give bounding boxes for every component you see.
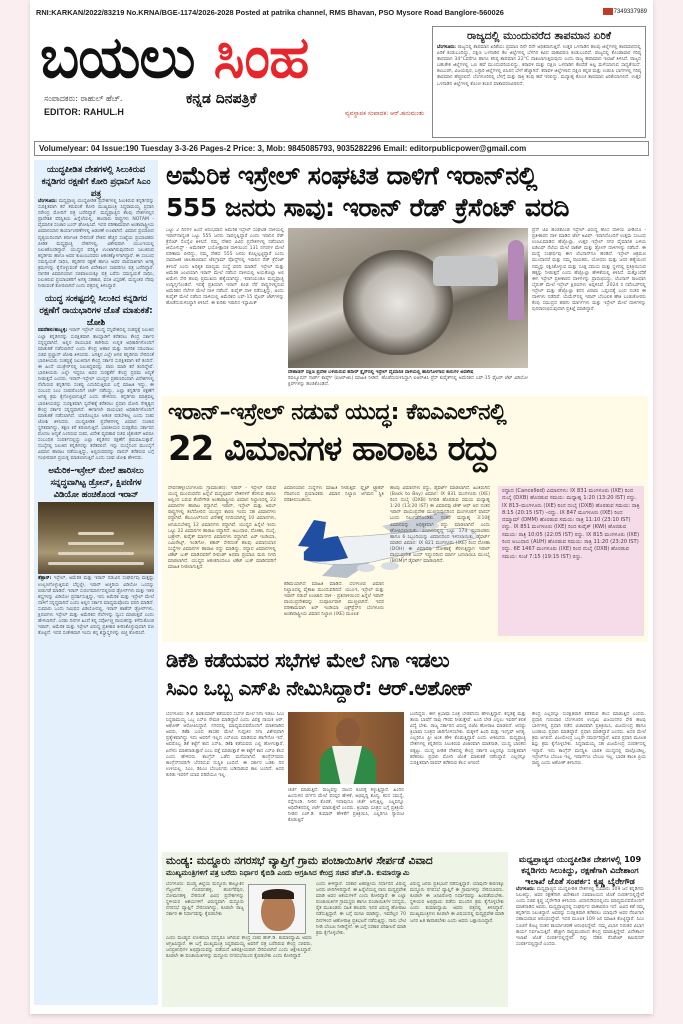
lead-headline-line1: ಅಮೆರಿಕ ಇಸ್ರೇಲ್ ಸಂಘಟಿತ ದಾಳಿಗೆ ಇರಾನ್‌ನಲ್ಲಿ <box>166 161 538 190</box>
newspaper-page <box>30 0 653 1014</box>
editor-kannada: ಸಂಪಾದಕರು: ರಾಹುಲ್ ಹೆಚ್. <box>44 94 123 103</box>
mandya-col1: ಬೆಂಗಳೂರು: ಮಂಡ್ಯ ಜಿಲ್ಲೆಯ ಮದ್ದೂರು ತಾಲ್ಲೂಕಿನ ಗೆಜ್ಜಲಗೆರೆ, ಗೊರವನಹಳ್ಳಿ, ಹುಲಿಗೆರೆಪುರ, ಸೋಮನಹಳ್ಳಿ ಸೇರಿದಂತೆ ವಿವಿಧ ಪ್ರದೇಶಗಳನ್ನು ಸ್ಥಳೀಯರ ಆಶಯಗಳಿಗೆ ವಿರುದ್ಧವಾಗಿ ಮದ್ದೂರು ನಗರಸಭೆ ವ್ಯಾಪ್ತಿಗೆ ಸೇರಿಸಲಾಗಿದ್ದು, ಕೂಡಲೇ ರಾಜ್ಯ ಸರ್ಕಾರ ಈ ನಿರ್ಧಾರವನ್ನು ಕೈಬಿಡಬೇಕು <box>166 882 244 918</box>
flight-headline-line2: 22 ವಿಮಾನಗಳ ಹಾರಾಟ ರದ್ದು <box>168 429 500 469</box>
flight-story-col3: ಹಲವು ವಿಮಾನಗಳು ರದ್ದು, ಡೈವರ್ಟ್ ಮಾಡಲಾಗಿದೆ. ಹಿಂತಿರುಗಿದ (Back to Bay) ವಿಮಾನ: IX 831 ಮಂಗಳೂರು (IXE) ರಿಂದ ದುಬೈ (DXB) ನಿಗದಿತ ಹೊರಡುವ ಸಮಯ ಮಧ್ಯಾಹ್ನ 1:20 (13:20 IST) ಈ ವಿಮಾನವು ಟೇಕ್ ಆಫ್ ಆದ ನಂತರ ಇರಾನ್ ವಾಯುಪ್ರದೇಶ ಮುಚ್ಚಿರುವುದರಿಂದ ಮಂಗಳೂರಿಗೆ ವಾಪಸ್ ಬಂದು ನಿಲುಗಡೆಗೊಂಡಿತು. ನಂತರ ಮಧ್ಯಾಹ್ನ 3:10ಕ್ಕೆ ವಿಮಾನವನ್ನು ಅಧಿಕೃತವಾಗಿ ರದ್ದು ಮಾಡಲಾಗಿದೆ ಎಂದು ಘೋಷಿಸಲಾಯಿತು. ವಿಮಾನದಲ್ಲಿದ್ದ ಒಟ್ಟು 174 ಪ್ರಯಾಣಿಕರು ಹಾಗೂ 6 ಸಿಬ್ಬಂದಿಯನ್ನು ವಿಮಾನದಿಂದ ಇಳಿಸಲಾಯಿತು. ಡೈವರ್ಟ್ ಮಾಡಿದ ವಿಮಾನ: IX 821 ಮಂಗಳೂರು (IXE) ರಿಂದ ದೋಹಾ (DOH) ಈ ವಿಮಾನವು ದೋಹಾಕ್ಕೆ ತೆರಳುತ್ತಿದ್ದಾಗ ಇರಾನ್ ವಾಯುಪ್ರದೇಶ ಬಂದ್ ಇದ್ದುದರಿಂದ ಮಾರ್ಗ ಬದಲಾಯಿಸಿ ಮುಂಬೈ (BOM)ಗೆ ಡೈವರ್ಟ್ ಮಾಡಲಾಗಿದೆ. <box>390 486 490 565</box>
story-title-joshi: ಯುದ್ಧ ಸಂಕಷ್ಟದಲ್ಲಿ ಸಿಲುಕಿದ ಕನ್ನಡಿಗರ ರಕ್ಷಣೆಗೆ ರಾಯಭಾರಿಗಳ ಜೊತೆ ಮಾತುಕತೆ: ಜೋಶಿ <box>39 293 153 328</box>
managing-editor: ವ್ಯವಸ್ಥಾಪಕ ಸಂಪಾದಕ: ಆರ್.ಹನುಮಂತು <box>344 110 424 117</box>
tagline: ಕನ್ನಡ ದಿನಪತ್ರಿಕೆ <box>186 91 257 107</box>
flight-headline-line1: ಇರಾನ್–ಇಸ್ರೇಲ್ ನಡುವೆ ಯುದ್ಧ: ಕೆಐಎಎಲ್‌ನಲ್ಲಿ <box>168 400 507 425</box>
registration-line <box>36 8 647 20</box>
left-column <box>34 160 158 1005</box>
lead-headline-line2: 555 ಜನರು ಸಾವು: ಇರಾನ್ ರೆಡ್ ಕ್ರೆಸೆಂಟ್ ವರದಿ <box>166 193 569 222</box>
logo-black-text: ಬಯಲು <box>40 23 195 91</box>
mandya-col3: ವಿರುದ್ಧ ಜನರು ಪ್ರತಿಭಟನೆ ನಡೆಸುತ್ತಿದ್ದಾರೆ. ಯಾವುದೇ ಕಾರಣಕ್ಕೂ ಮದ್ದೂರು ನಗರಸಭೆ ವ್ಯಾಪ್ತಿಗೆ ಈ ಗ್ರಾಮಗಳನ್ನು ಸೇರಿಸಬಾರದು. ಕೂಡಲೇ ಈ ಜನವಿರೋಧಿ ನಿರ್ಧಾರವನ್ನು ಹಿಂಪಡೆಯಬೇಕು. ಸ್ಥಳೀಯರ ಅಭಿಪ್ರಾಯ ಪಡೆದು ಮುಂದಿನ ಕ್ರಮ ಕೈಗೊಳ್ಳಬೇಕು ಎಂದು ಕುಮಾರಸ್ವಾಮಿ ಅವರು ಪತ್ರದಲ್ಲಿ ತಿಳಿಸಿದ್ದಾರೆ. ಮುಖ್ಯಮಂತ್ರಿಗಳು ಕೂಡಲೇ ಈ ವಿಷಯದಲ್ಲಿ ಮಧ್ಯಪ್ರವೇಶ ಮಾಡಿ ಜನರ ಹಿತ ಕಾಪಾಡಬೇಕು ಎಂದು ಅವರು ಒತ್ತಾಯಿಸಿದ್ದಾರೆ. <box>410 882 504 924</box>
dk-headline-line2: ಸಿಎಂ ಒಬ್ಬ ಎಸ್‌ಪಿ ನೇಮಿಸಿದ್ದಾರೆ: ಆರ್.ಅಶೋಕ್ <box>166 676 473 700</box>
dk-story-col1: ಬೆಂಗಳೂರು: ಡಿ.ಕೆ. ಶಿವಕುಮಾರ್ ಕಡೆಯವರ ಸಭೆಗಳ ಮೇಲೆ ನಿಗಾ ಇಡಲು ಸಿಎಂ ಸಿದ್ದರಾಮಯ್ಯ ಒಬ್ಬ ಎಸ್‌ಪಿ ನೇಮಕ ಮಾಡಿದ್ದಾರೆ ಎಂದು ವಿಪಕ್ಷ ನಾಯಕ ಆರ್. ಅಶೋಕ್ ಆರೋಪಿಸಿದ್ದಾರೆ. ನಗರದಲ್ಲಿ ಮಾಧ್ಯಮದವರೊಂದಿಗೆ ಮಾತನಾಡಿದ ಅವರು, ಡಿಕೆಶಿ ಬಣದ ಶಾಸಕರ ಮೇಲೆ ಗುಪ್ತಚರ ನಿಗಾ ವಿಶೇಷವಾಗಿ ಪ್ರತ್ಯೇಕವಾಗಿದ್ದು ಇದು ಅವರಿಗೆ ಇಲ್ಲದ ಎಸ್‌ಪಿಯ ಮಾಡಿರುವ ಹಾಗೇನೋ ಇದೆ. ಅವರೊಬ್ಬ ಡಿಕೆ ಕಟ್ಟೆಗೆ ಕಾದ ಎಸ್‌ಪಿ, ಡಿಕೆಶಿ ಕಡೆಯವರು ಎಲ್ಲಿ ಹೋಗುತ್ತಾರೆ, ಏನೇನು ಮಾತನಾಡುತ್ತಾರೆ ಎಂಬ ಪತ್ತೆ ಮಾಡುತ್ತಾರೆ ಈ ಕಟ್ಟೆಗೆ ಕಾದ ಎಸ್‌ಪಿ ಕೆಲಸ ಎಂದು ಹೇಳಿದರು. ಕಾಂಗ್ರೆಸ್ ಒಡೆದ ಮನೆಯಾಗಿದೆ. ಕಾಂಗ್ರೆಸ್‌ನವರು ಕಾಂಗ್ರೆಸ್‌ನವರಿಗೇ ಬೆದರಿಸುವ ದುಸ್ಥಿತಿ ಬಂದಿದೆ. ಈ ಸರ್ಕಾರ ಒಡಕು ದಿನ ಉಳಿಯಲ್ಲ. ಸಿಎಂ, ಡಿಸಿಎಂ ಬೆಂಬಲಿಗರು ಬಡಿದಾಡುವ ಕಾಲ ಬಂದಿದೆ. ಅದರ ಕುರಿತು ಇವರಿಗೆ ಯಾವ ಪರಿವೆಯೂ ಇಲ್ಲ. <box>166 712 284 778</box>
damaged-car-photo <box>288 228 528 368</box>
editor-english: EDITOR: RAHUL.H <box>44 107 124 117</box>
lead-story-body-left: ಒಟ್ಟು 2 ದಿನಗಳ ಹಿಂದೆ ಆರಂಭವಾದ ಅಮೆರಿಕ ಇಸ್ರೇಲ್ ಸಂಘಟಿತ ದಾಳಿಯಲ್ಲಿ ಇರಾನ್‌ನಾದ್ಯಂತ ಒಟ್ಟು 555 ಜನರು ಸಾವನ್ನಪ್ಪಿದ್ದಾರೆ ಎಂದು ಇರಾನಿನ ರೆಡ್ ಕ್ರೆಸೆಂಟ್ ಸೊಸೈಟಿ ತಿಳಿಸಿದೆ. ನಮ್ಮ ದೇಶದ ವಿವಿಧ ಪ್ರದೇಶಗಳಲ್ಲಿ ನಡೆಸಲಾದ ಜಿಯೋನಿಸ್ಟ್ - ಅಮೆರಿಕನ್ ಭಯೋತ್ಪಾದಕ ದಾಳಿಯಿಂದ 131 ನಗರಗಳ ಮೇಲೆ ಪರಿಣಾಮ ಬೀರಿದ್ದು, ನಮ್ಮ ದೇಶದ 555 ಜನರು ಕೊಲ್ಲಲ್ಪಟ್ಟಿದ್ದಾರೆ ಎಂದು ಸಾಮಾಜಿಕ ಜಾಲತಾಣವಾದ ಟೆಲಿಗ್ರಾಮ್ ಪೋಸ್ಟ್‌ನಲ್ಲಿ ಇರಾನಿನ ರೆಡ್ ಕ್ರೆಸೆಂಟ್ ತಿಳಿಸಿದೆ ಎಂದು ಅಧಿಕೃತ ಮಾಧ್ಯಮ ಸಂಸ್ಥೆ ವರದಿ ಮಾಡಿದೆ. ಇಸ್ರೇಲ್ ಮತ್ತು ಅಮೆರಿಕ ಜಂಟಿಯಾಗಿ ಇರಾನ್ ಮೇಲೆ ನಡೆಸಿದ ದಾಳಿಯಲ್ಲಿ ಅಯತೊಲ್ಲಾ ಅಲಿ ಖಮೇನಿ ಸೇರಿ ಹಲವು ಪ್ರಮುಖರು ಹತ್ಯೆಯಾಗಿದ್ದು, ಇರಾನಿಯಂತೂ ಮಧ್ಯಪ್ರಾಚ್ಯ ಉದ್ವಿಗ್ನಗೊಂಡಿದೆ. ಇದಕ್ಕೆ ಪ್ರತಿಯಾಗಿ ಇರಾನ್ ಕೂಡ ನೆರೆ ರಾಷ್ಟ್ರಗಳಲ್ಲಿರುವ ಅಮೆರಿಕದ ನೆಲೆಗಳ ಮೇಲೆ ದಾಳಿ ನಡೆಸಿದೆ. ಕುವೈತ್ ದಾಳಿ ನಡೆಸುತ್ತಿದ್ದು, ಅಂದು ಕುವೈತ್ ಮೇಲೆ ನಡೆಸಿದ ದಾಳಿಯಲ್ಲಿ ಅಮೆರಿಕದ ಎಫ್-15 ಫೈಟರ್ ಜೆಟ್‌ಗಳನ್ನು ಹೊಡೆದುರುಳಿಸಿದ್ದಾಗಿ ತಿಳಿಸಿದೆ. ಈ ಕುರಿತು ಇರಾನಿನ ಇಸ್ಲಾಮಿಕ್ <box>166 228 284 307</box>
mandya-story <box>162 852 508 1007</box>
newspaper-logo <box>40 22 308 92</box>
mandya-col2: ಎಂದು ತೀಳಿದ್ದಾರೆ. ಸರಕಾರ ಏಕಪಕ್ಷೀಯ ನಿರ್ಧಾರದ ವಿರುದ್ಧ ಜನರು ಬೀದಿಗಿಳಿದಿದ್ದಾರೆ. ಈ ಹಿನ್ನೆಲೆಯಲ್ಲಿ ನಾನು ಮಧ್ಯಪ್ರವೇಶ ಮಾಡಿ ಅವರ ಆಶಯಗಳಿಗೆ ಎಂದು ಕೋರಿದ್ದಾರೆ. ಈ ಎಲ್ಲಾ ಪಂಚಾಯಿತಿಗಳ ಗ್ರಾಮಸ್ಥರು ಹಾಗೂ ಪಂಚಾಯಿತಿಗಳ ಸದಸ್ಯರು, ರೈತ ಮುಖಂಡರು ಸಹಿತ ಹಲವರು ಇದರ ವಿರುದ್ಧ ಹೋರಾಟ ನಡೆಸುತ್ತಿದ್ದಾರೆ. ಈ ಬಗ್ಗೆ ಮನವಿ ಮಾಡಿದ್ದು, ಇವರೆಲ್ಲರ 70 ದಿನಗಳಿಂದ ಅಹೋರಾತ್ರಿ ಪ್ರತಿಭಟನೆ ನಡೆಸುತ್ತಿದ್ದು, ನಾನು ಭೇಟಿ ನೀಡಿ ಬೆಂಬಲ ನೀಡಿದ್ದೇನೆ. ಈ ಬಗ್ಗೆ ಸರಕಾರ ಪರಿಶೀಲನೆ ಮಾಡಿ ಕ್ರಮ ಕೈಗೊಳ್ಳಬೇಕು. <box>316 882 406 936</box>
mandya-col1b: ಎಂದು ಮಂಡ್ಯದ ಲೋಕಸಭಾ ಸದಸ್ಯರೂ ಆಗಿರುವ ಕೇಂದ್ರ ಸಚಿವ ಹೆಚ್.ಡಿ. ಕುಮಾರಸ್ವಾಮಿ ಅವರು ಆಗ್ರಹಿಸಿದ್ದಾರೆ. ಈ ಬಗ್ಗೆ ಮುಖ್ಯಮಂತ್ರಿ ಸಿದ್ದರಾಮಯ್ಯ ಅವರಿಗೆ ಪತ್ರ ಬರೆದಿರುವ ಕೇಂದ್ರ ಸಚಿವರು, ಜನಪ್ರತಿನಿಧಿಗಳ ಅಭಿಪ್ರಾಯವನ್ನು ಪಡೆಯದೆ ಏಕಪಕ್ಷೀಯವಾಗಿ ಸೇರಿಸಲಾಗಿದೆ ಎಂದು ಆಕ್ಷೇಪಿಸಿದ್ದಾರೆ. ಕೂಡಲೇ ಈ ಪಂಚಾಯಿತಿಗಳನ್ನು ಮದ್ದೂರು ನಗರಸಭೆಯಿಂದ ಕೈಬಿಡಬೇಕು ಎಂದು ಕೋರಿದ್ದಾರೆ. <box>166 936 312 960</box>
dk-story-col3: ಬಂದಿದ್ದರು. ಈಗ ತ್ರಿಭಾಷಾ ಸೂತ್ರ ಬೇಡವೆಂದು ಹೇಳುತ್ತಿದ್ದಾರೆ. ಕನ್ನಡಕ್ಕೆ ಮತ್ತು ತಾಯಿ ಭಾಷೆಗೆ ನಾವು ಗೌರವ ನೀಡುತ್ತೇವೆ. ಹಿಂದಿ ಬೇಡ ಎನ್ನಲು ಇವರಿಗೆ ಕಲಿತ ವಿದ್ಯೆ ಬೇಕು. ರಾಜ್ಯ ಸರ್ಕಾರದ ವಿರುದ್ಧ ಬಿಜೆಪಿ ಹೋರಾಟ ಮಾಡಲಿದೆ. ಆದಷ್ಟು ತ್ರಿಭಾಷಾ ಸೂತ್ರದ ಜಾರಿಗೊಳಿಸಬೇಕು. ಮಕ್ಕಳಿಗೆ ಹಿಂದಿ ಮತ್ತು ಇಂಗ್ಲಿಷ್ ಅಗತ್ಯ. ಎಲ್ಲರಿಗೂ ಫ್ರೀ ಅಂತ ಹೇಳಿ ಕೊಡುತ್ತಿದ್ದಾರೆ ಎಂದು ಟೀಕಿಸಿದರು. ಮಧ್ಯಪ್ರಾಚ್ಯ ದೇಶಗಳಲ್ಲಿ ಕನ್ನಡಿಗರು ಸಿಲುಕಿರುವ ವಿಚಾರವಾಗಿ ಮಾತನಾಡಿ, ಯುದ್ಧ ಭಾರತದ ಬಿಕ್ಕಟ್ಟು. ಯುದ್ಧ ಪೀಡಿತ ದೇಶದಲ್ಲಿ ಕೇಂದ್ರ ಸರ್ಕಾರ ಎಲ್ಲರನ್ನೂ ಸುರಕ್ಷಿತವಾಗಿ ಕರೆತರಲು ಪ್ರಧಾನಿ ಮೋದಿ ಜೊತೆ ಮಾತುಕತೆ ನಡೆಸಿದ್ದಾರೆ. ಎಲ್ಲರನ್ನೂ ಸುರಕ್ಷಿತವಾಗಿ ವಾಪಸ್ ಕರೆತರುವ ಕೆಲಸ ಆಗಲಿದೆ. <box>410 712 526 766</box>
ashok-photo <box>288 712 404 784</box>
mandya-headline: ಮಂಡ್ಯ: ಮದ್ದೂರು ನಗರಸಭೆ ವ್ಯಾಪ್ತಿಗೆ ಗ್ರಾಮ ಪಂಚಾಯಿತಿಗಳ ಸೇರ್ಪಡೆ ವಿವಾದ <box>166 855 433 867</box>
dk-story-col4: ಕೇಂದ್ರ ಎಲ್ಲರನ್ನೂ ಸುರಕ್ಷಿತವಾಗಿ ಕರೆತರುವ ಕೆಲಸ ಮಾಡುತ್ತಿದೆ ಎಂದರು. ಪ್ರಧಾನಿ ಗುರುವಾರ ಬೆಂಗಳೂರಿನ ಉದ್ಯಮಿ ವಿಜಯನಗರ ಸೇರಿ ಹಲವು ಭಾಗಗಳಲ್ಲಿ ಪ್ರಧಾನಿ ನಡೆದ ವಿಚಾರವಾಗಿ ಪ್ರತಿಕ್ರಿಯಿಸಿ, ವಿಜಯೇಂದ್ರ ಹಾಗೂ ಬಂಡಾಯ ಪ್ರಧಾನಿ ಮಾಡಿದ್ದಾರೆ. ಪ್ರಧಾನಿ ಮಾಡಿದ್ದಾರೆ ಎಂದರು. ಅದರ ಮೇಲೆ ಕ್ರಮ ಆಗಲಿದೆ. ವಿಜಯೇಂದ್ರ ಒಬ್ಬರೇ ಸಮರ್ಥರಿದ್ದಾರೆ, ಅವರ ಪ್ರಧಾನಿ ಮೂಲಕ ಶಿಸ್ತು ಕ್ರಮ ಕೈಗೊಳ್ಳಬೇಕು. ಸಿದ್ದರಾಮಯ್ಯ ಸಹ ವಿಜಯೇಂದ್ರ ಸಂಪರ್ಕದಲ್ಲಿ ಇದ್ದಾರೆ. ಇದು ಕಾಂಗ್ರೆಸ್ ಮನಸ್ಥಿತಿ. ಭಾರತ ಯುದ್ಧದಲ್ಲಿ ಪಾಲ್ಗೊಂಡಿಲ್ಲ, ಇಸ್ರೇಲ್‌ಗೂ ಬೆಂಬಲ ಇಲ್ಲ, ಇರಾನ್‌ಗೂ ಬೆಂಬಲ ಇಲ್ಲ. ಭಾರತ ಶಾಂತಿ ಪ್ರಿಯ ರಾಷ್ಟ್ರ ಎಂದು ಅಶೋಕ್ ತಿಳಿಸಿದರು. <box>532 712 646 766</box>
drone-tunnel-photo <box>38 502 154 574</box>
lead-headline <box>166 160 646 224</box>
lead-story-body-right: ಪ್ರೆಸ್ ಟಿವಿ ಹಂಚಿಕೊಂಡ ಇಸ್ರೇಲ್ ವಿರುದ್ಧ ಹೊಸ ದಾಳಿಯ ವೀಡಿಯೊ - ಪ್ರತೀಕಾರದ ದಾಳಿ ಮಾಡಿದ ಟೆಲ್ ಅವಿವ್. ಇರಾನಿನೊಂದಿಗೆ ಉತ್ತಮ ಸಂಬಂಧ ಉಂಟುಮಾಡಿದ ಹೆಜ್ಬೊಲ್ಲಾ, ಉತ್ತರ ಇಸ್ರೇಲ್ ನಗರ ವೈಮಾನಿಕ ಬಳಿಯ ಐಡಿಎಫ್ ನೆಲೆಯ ಮೇಲೆ ರಾಕೆಟ್ ಮತ್ತು ಡ್ರೋನ್ ದಾಳಿಗಳನ್ನು ನಡೆಸಿದೆ. ಈ ಮಧ್ಯೆ ಸಂಘರ್ಷವು ಈಗ ಲೆಬನಾನ್‌ಗೂ ಹರಡಿದೆ. ಇಸ್ರೇಲ್ ಆಕ್ರಮಣ ಮುಂದಾದರೆ ಮತ್ತು ನಮ್ಮ ನಾಯಕರು, ಯೋಧರು ಮತ್ತು ಜನರ ಹತ್ಯೆಯಿಂದ ನಮ್ಮನ್ನು ರಕ್ಷಿಸಿಕೊಳ್ಳುವ ಮತ್ತು ಸೂಕ್ತ ಸಮಯ ಮತ್ತು ಸ್ಥಳದಲ್ಲಿ ಪ್ರತಿಕ್ರಿಯಿಸುವ ಹಕ್ಕನ್ನು ನೀಡುತ್ತದೆ ಎಂದು ಹೆಜ್ಬೊಲ್ಲಾ ಹೇಳಿಕೆಯಲ್ಲಿ ತಿಳಿಸಿದೆ. ಮತ್ತೊಂದೆಡೆ ಈಗ ಇಸ್ರೇಲ್ ಪ್ರತೀಕಾರದ ದಾಳಿಗಳನ್ನು ಪ್ರಾರಂಭಿಸಿದ್ದು, ಲೆಬನಾನ್ ರಾಜಧಾನಿ ಬೈರುತ್ ಮೇಲೆ ಇಸ್ರೇಲ್ ಕ್ಷಿಪಣಿಗಳು ಅಪ್ಪಳಿಸಿವೆ. 2024 ರ ನವೆಂಬರ್‌ನಲ್ಲಿ ಇಸ್ರೇಲ್ ಮತ್ತು ಹೆಜ್ಬೊಲ್ಲಾ ಕದನ ವಿರಾಮ ಒಪ್ಪಂದಕ್ಕೆ ಬಂದ ನಂತರ ಈ ದಾಳಿಗಳು ನಡೆದಿವೆ. ಯೆಮೆನ್‌ನಲ್ಲಿ ಇರಾನ್ ಬೆಂಬಲಿತ ಹೌತಿ ಬಂಡುಕೋರರು ಕೆಂಪು ಸಮುದ್ರದ ಹಡಗು ಮಾರ್ಗಗಳು ಮತ್ತು ಇಸ್ರೇಲ್ ಮೇಲೆ ದಾಳಿಗಳನ್ನು ಪುನರಾರಂಭಿಸುವುದಾಗಿ ಪ್ರತಿಜ್ಞೆ ಮಾಡಿದ್ದಾರೆ. <box>532 228 646 313</box>
kumaraswamy-photo <box>248 884 306 934</box>
story-title-iran-drones: ಅಮೆರಿಕ–ಇಸ್ರೇಲ್ ಮೇಲೆ ಹಾರಿಸಲು ಸನ್ನದ್ಧವಾಗಿಟ್ಟ ಡ್ರೋನ್, ಕ್ಷಿಪಣಿಗಳ ವಿಡಿಯೋ ಹಂಚಿಕೊಂಡ ಇರಾನ್ <box>48 465 144 500</box>
story-body-iran-drones: ತೆಹ್ರಾನ್: ಇಸ್ರೇಲ್, ಅಮೆರಿಕ ಮತ್ತು ಇರಾನ್ ನಡುವಿನ ಸಂಘರ್ಷವು ಮತ್ತಷ್ಟು ಉಲ್ಬಣಗೊಳ್ಳುತ್ತಿರುವ ಬೆನ್ನಲ್ಲೇ, ಇರಾನ್ ಅಚ್ಚರಿಯ ವಿಡಿಯೋ ಒಂದನ್ನು ಬಿಡುಗಡೆ ಮಾಡಿದೆ. ಇರಾನ್ ಸುರಂಗಮಾರ್ಗದಲ್ಲಿರುವ ಡ್ರೋನ್‌ಗಳು ಮತ್ತು ಇತರ ಶಸ್ತ್ರಗಳನ್ನು ವಿಡಿಯೋ ಪ್ರದರ್ಶಿಸುತ್ತಿದ್ದು, ಇದು ಅಮೆರಿಕ ಮತ್ತು ಇಸ್ರೇಲ್ ಮೇಲೆ ದಾಳಿಗೆ ಸನ್ನದ್ಧವಾಗಿದೆ ಎಂದು ಅಲ್ಲಿನ ಸರ್ಕಾರ ಮಾಧ್ಯಮವೊಂದು ವರದಿ ಮಾಡಿದೆ. ಸುಮಾರು ಒಂದು ನಿಮಿಷದ ವಿಡಿಯೋದಲ್ಲಿ, ಇರಾನ್ ಶಾಹೆದ್ ಡ್ರೋನ್‌ಗಳು, ಕ್ಷಿಪಣಿಗಳು ಇಸ್ರೇಲ್ ಮತ್ತು ಅಮೆರಿಕದ ನೆಲೆಗಳನ್ನು ಧ್ವಂಸ ಮಾಡುತ್ತವೆ ಎಂದು ಹೇಳಲಾಗಿದೆ. ಎರಡು ದಿನಗಳ ಹಿಂದೆ ತನ್ನ ಸರ್ವೋಚ್ಚ ನಾಯಕನನ್ನು ಕಳೆದುಕೊಂಡ ಇರಾನ್, ಅಮೆರಿಕ ಮತ್ತು ಇಸ್ರೇಲ್ ವಿರುದ್ಧ ಪ್ರತೀಕಾರ ತೀರಿಸಿಕೊಳ್ಳುವುದಾಗಿ ಪಣ ತೊಟ್ಟಿದೆ. ಇದರ ಸಂಕೇತವಾಗಿ ಇಂದು ತನ್ನ ಶಸ್ತ್ರಾಸ್ತ್ರಗಳನ್ನು ಬಿಚ್ಚಿ ತೋರಿಸಿದೆ. <box>38 576 155 637</box>
registration-text: RNI:KARKAN/2022/83219 No.KRNA/BGE-1174/2026-2028 Posted at patrika channel, RMS Bhavan, PSO Mysore Road Banglore-560026 <box>36 8 504 17</box>
mideast-title: ಮಧ್ಯಪ್ರಾಚ್ಯದ ಯುದ್ಧಪೀಡಿತ ದೇಶಗಳಲ್ಲಿ 109 ಕನ್ನಡಿಗರು ಸಿಲುಕಿದ್ದು, ರಕ್ಷಣೆಗಾಗಿ ವಿದೇಶಾಂಗ ಇಲಾಖೆ ಜೊತೆ ಸಂಪರ್ಕ: ಕೃಷ್ಣ ಬೈರೇಗೌಡ <box>518 854 642 886</box>
story-body-cm-letter: ಬೆಂಗಳೂರು: ಮಧ್ಯಪ್ರಾಚ್ಯ ಯುದ್ಧಪೀಡಿತ ಪ್ರದೇಶಗಳಲ್ಲಿ ಸಿಲುಕಿರುವ ಕನ್ನಡಿಗರನ್ನು ಸುರಕ್ಷಿತವಾಗಿ ಕರೆ ತರುವಂತೆ ಕೋರಿ ಮುಖ್ಯಮಂತ್ರಿ ಸಿದ್ದರಾಮಯ್ಯ ಪ್ರಧಾನಿ ನರೇಂದ್ರ ಮೋದಿಗೆ ಪತ್ರ ಬರೆದಿದ್ದಾರೆ. ಮಧ್ಯಪ್ರಾಚ್ಯದ ಕೆಲವು ದೇಶಗಳಲ್ಲಿನ ಪ್ರಾದೇಶಿಕ ಪರಿಸ್ಥಿತಿಯ ಹಿನ್ನೆಲೆಯಲ್ಲಿ, ಹಲವಾರು ರಾಷ್ಟ್ರಗಳು NOTAM - ವೈಮಾನಿಕ ಸಂಚಾರ ಬಂದ್ ಘೋಷಿಸಿವೆ. ಇದರ ಪರಿಣಾಮವಾಗಿ ಅಂತಾರಾಷ್ಟ್ರೀಯ ವಿಮಾನಯಾನ ಕಾರ್ಯಾಚರಣೆಗಳಲ್ಲಿ ಅಡಚಣೆ ಉಂಟಾಗಿದೆ. ವಿಮಾನ ಪ್ರಯಾಣದ ವ್ಯತ್ಯಯದಿಂದಾಗಿ ಕರ್ನಾಟಕ ಸೇರಿದಂತೆ ದೇಶದ ಹೆಚ್ಚಿನ ಸಂಖ್ಯೆಯ ಪ್ರಯಾಣಿಕರು ಪೀಡಿತ ಮಧ್ಯಪ್ರಾಚ್ಯ ದೇಶಗಳಲ್ಲಿ, ವಿಶೇಷವಾಗಿ ಯುಎಇಯಲ್ಲಿ ಸಿಲುಕಿಕೊಂಡಿದ್ದಾರೆ. ಯುದ್ಧದ ಪರಿಸ್ಥಿತಿ ಉಂಟಾಗಿರುವುದರಿಂದ ಸಿಲುಕಿರುವ ಕನ್ನಡಿಗರು ಹಾಗೂ ಅವರ ಕುಟುಂಬದವರು ಆತಂಕಕ್ಕೊಳಗಾಗಿದ್ದಾರೆ. ಈ ಸಂಬಂಧ ಸಮನ್ವಯತೆ ಸಾಧಿಸಿ, ಕನ್ನಡಿಗರ ರಕ್ಷಣೆ ಹಾಗೂ ಅವರ ವಾಪಸಾತಿಗಾಗಿ ಅಗತ್ಯ ಕ್ರಮಗಳನ್ನು ಕೈಗೊಳ್ಳುವಂತೆ ಕೋರಿ ವಿದೇಶಾಂಗ ಸಚಿವರಿಗೂ ಪತ್ರ ಬರೆದಿದ್ದಾರೆ. ನಾಗರಿಕ ವಿಮಾನಯಾನ ಸಚಿವಾಲಯಕ್ಕೂ ಪತ್ರ ಬರೆದು ಸಮನ್ವಯತೆ ಸಾಧಿಸಿ, ಸಿಲುಕಿರುವ ಪ್ರಯಾಣಿಕರಿಗೆ ಅಗತ್ಯ ಸಹಕಾರ, ವಸತಿ ವಿಸ್ತರಣೆ, ಮಧ್ಯಂತರ ನೆರವು ನೀಡುವಂತೆ ಕೋರಲಾಗಿದೆ ಎಂದು ಪತ್ರದಲ್ಲಿ ತಿಳಿಸಿದ್ದಾರೆ. <box>38 199 154 290</box>
issue-info-bar: Volume/year: 04 Issue:190 Tuesday 3-3-26 Pages-2 Price: 3, Mob: 9845085793, 9035282296 Email: editorpublicpower@gmail.com <box>34 141 649 156</box>
mideast-body: ಬೆಂಗಳೂರು: ಮಧ್ಯಪ್ರಾಚ್ಯದ ಯುದ್ಧಪೀಡಿತ ದೇಶಗಳಲ್ಲಿ ಸುಮಾರು 109 ಜನ ಕನ್ನಡಿಗರು ಸಿಲುಕಿದ್ದು, ಅವರ ರಕ್ಷಣೆಗಾಗಿ ವಿದೇಶಾಂಗ ಸಚಿವಾಲಯದ ಜೊತೆ ಸಂಪರ್ಕದಲ್ಲಿದ್ದೇವೆ ಎಂದು ಸಚಿವ ಕೃಷ್ಣ ಬೈರೇಗೌಡ ತಿಳಿಸಿದರು. ವಿಧಾನಸೌಧದಲ್ಲಿಂದು ಮಾಧ್ಯಮದವರೊಂದಿಗೆ ಮಾತನಾಡಿದ ಅವರು, ಮಧ್ಯಪ್ರಾಚ್ಯದಲ್ಲಿ ಸಂಘರ್ಷದ ವಾತಾವರಣ ಇದೆ. ವಿವಿಧ ಕಡೆ ನಮ್ಮ ಕನ್ನಡಿಗರು ಸಿಲುಕಿದ್ದಾರೆ. ಅವರನ್ನು ಸುರಕ್ಷಿತವಾಗಿ ಕರೆತರಲು ಯಾವುದೇ ಅವರ ನೆರವಿಗಾಗಿ ಸಹಾಯವಾಣಿ ಆರಂಭಿಸಿದ್ದೇವೆ. ಇದರ ಮೂಲಕ 109 ಜನ ಮಾಹಿತಿ ಕೊಟ್ಟಿದ್ದಾರೆ. ಸಿಎಂ ಸೂಚನೆ ಕೊಟ್ಟ ನಂತರ ಕಾರ್ಯಾಚರಣೆ ಆರಂಭಿಸಿದ್ದೇವೆ. ನಮ್ಮ ವಿಭಾಗ ನಿರಂತರ ವಿಭಾಗ ಕಾರ್ಯ ನಿರ್ವಹಿಸುತ್ತಿದೆ. ಹೆಚ್ಚಾಗಿ ರಾಷ್ಟ್ರಮಂಡಲದ ಕೇಂದ್ರ ಮಾಡುತ್ತಿದ್ದೇವೆ. ವಿದೇಶಾಂಗ ಇಲಾಖೆ ಜೊತೆ ಸಂಪರ್ಕದಲ್ಲಿದ್ದೇವೆ. ದಿನ್ನು ದೆಹಲಿ ರೆಸಿಡೆಂಟ್ ಕಮಿಷನರ್ ಸಂಪರ್ಕದಲ್ಲಿದ್ದಾರೆ ಎಂದರು. <box>516 887 644 947</box>
dk-headline <box>166 646 646 702</box>
flight-story-col1: ದೇವನಹಳ್ಳಿ(ಬೆಂಗಳೂರು ಗ್ರಾಮಾಂತರ): ಇರಾನ್ - ಇಸ್ರೇಲ್ ನಡುವೆ ಯುದ್ಧ ಮುಂದುವರೆದ ಹಿನ್ನೆಲೆ ಮಧ್ಯಪೂರ್ವ ದೇಶಗಳಿಗೆ ತೆರಳುವ ಹಾಗೂ ಅಲ್ಲಿಂದ ಬರುವ ಕೆಂಪೇಗೌಡ ಅಂತಾರಾಷ್ಟ್ರೀಯ ವಿಮಾನ ನಿಲ್ದಾಣದಲ್ಲಿ 22 ವಿಮಾನಗಳ ಹಾರಾಟ ರದ್ದಾಗಿದೆ. ಇರಾನ್, ಇಸ್ರೇಲ್ ಮತ್ತು ಅರಬ್ ರಾಷ್ಟ್ರಗಳಲ್ಲಿ ತಲೆದೋರಿದ ಯುದ್ಧದ ಕಾರಣ ಇಂದು ಸಹ ವಿಮಾನಗಳು ರದ್ದಾಗಿವೆ. ಕೆಐಎಎಲ್‌ನಿಂದ ವಿದೇಶಕ್ಕೆ ನಿಗದಿಯಾಗಿದ್ದ 10 ವಿಮಾನಗಳು, ಆಗಮಿಸಬೇಕಿದ್ದ 12 ವಿಮಾನಗಳು ರದ್ದಾಗಿವೆ. ಯುದ್ಧದ ಹಿನ್ನೆಲೆ ಇಂದು ಒಟ್ಟು 22 ವಿಮಾನಗಳ ಹಾರಾಟ ರದ್ದಾಗಿದೆ. ಅಬುಧಾಬಿ, ದೋಹಾ, ದುಬೈ, ಬಹ್ರೇನ್, ಕುವೈತ್ ಮಾರ್ಗದ ವಿಮಾನಗಳು ರದ್ದಾಗಿವೆ. ಏರ್ ಇಂಡಿಯಾ, ಎಮಿರೇಟ್ಸ್, ಇಂಡಿಗೋ, ಕತಾರ್ ಸೇರಿದಂತೆ ಹಲವು ವಿಮಾನಯಾನ ಸಂಸ್ಥೆಗಳ ವಿಮಾನಗಳ ಹಾರಾಟ ರದ್ದು ಮಾಡಿದ್ದು, ರದ್ದಾದ ವಿಮಾನಗಳಲ್ಲಿ ಟಿಕೆಟ್ ಬುಕ್ ಮಾಡಿದವರಿಗೆ ರೀಫಂಡ್ ಅಥವಾ ಪ್ರಯಾಣ ಮರು ನಿಗದಿ ಮಾಡಲಾಗಿದೆ. ಯುದ್ಧದ ಆತಂಕದಿಂದಲೂ ಟಿಕೆಟ್ ಬುಕ್ ಮಾಡಿದವರಿಗೆ ಮಾಹಿತಿ ನೀಡಲಾಗುತ್ತಿದೆ. <box>168 486 276 571</box>
flight-cancellation-story <box>162 396 648 642</box>
mandya-subheadline: ಮುಖ್ಯಮಂತ್ರಿಗಳಿಗೆ ಪತ್ರ ಬರೆದು ನಿರ್ಧಾರ ಕೈಬಿಡಿ ಎಂದು ಆಗ್ರಹಿಸಿದ ಕೇಂದ್ರ ಸಚಿವ ಹೆಚ್.ಡಿ. ಕುಮಾರಸ್ವಾಮಿ <box>166 868 410 877</box>
mideast-story <box>514 852 646 1007</box>
masthead <box>36 22 428 117</box>
dk-story-col2: ಚರ್ಚೆ ಮಾಡುತ್ತಿದೆ. ರಾಜ್ಯವನ್ನು ಸಾಲದ ಕೂಪಕ್ಕೆ ತಳ್ಳುತ್ತಿದ್ದಾರೆ. ಹಿಂದಿನ ಹಿಂದುಳಿದ ವರ್ಗದ ಮೇಲೆ ಪರಸ್ಪರ ಹೇಳಿಕೆ, ಅಭಿವೃದ್ಧಿ ಶೂನ್ಯ, ಕಸದ ಸಮಸ್ಯೆ, ರಸ್ತೆಗುಂಡಿ, ನೀರಿನ ಕೊರತೆ, ಇದಾವುದೂ ಚರ್ಚೆ ಆಗುತ್ತಿಲ್ಲ. ಎಲ್ಲವನ್ನೂ ಅಧಿವೇಶನದಲ್ಲಿ ಚರ್ಚೆ ಮಾಡುತ್ತೇವೆ ಎಂದರು. ತ್ರಿಭಾಷಾ ಸೂತ್ರದ ಬಗ್ಗೆ ಪ್ರತಿಕ್ರಿಯೆ ನೀಡಿದ ಎಚ್.ಡಿ. ಕುಮಾರ್ ಹೇಳಿಕೆಗೆ ಪ್ರತಿಕ್ರಿಯಿಸಿ, ಎಲ್ಲರಿಗೂ ಗ್ಯಾರಂಟಿ ಕೊಡುತ್ತಿದೆ <box>288 788 404 824</box>
story-body-joshi: ನವದೆಹಲಿ/ಹುಬ್ಬಳ್ಳಿ: ಇರಾನ್ ಇಸ್ರೇಲ್ ಯುದ್ಧ ಸನ್ನಿವೇಶದಲ್ಲಿ ಸಂಕಷ್ಟಕ್ಕೆ ಸಿಲುಕಿದ ಎಲ್ಲಾ ಕನ್ನಡಿಗರನ್ನು ಸುರಕ್ಷಿತವಾಗಿ ತಾಯ್ನಾಡಿಗೆ ಕರೆತರಲು ಕೇಂದ್ರ ಸರ್ಕಾರ ಸನ್ನದ್ಧವಾಗಿದೆ. ಅಲ್ಲಿನ ರಾಯಭಾರ ಕಚೇರಿಯ ಉನ್ನತ ಅಧಿಕಾರಿಗಳೊಂದಿಗೆ ಮಾತುಕತೆ ನಡೆಸಲಾಗಿದೆ ಎಂದು ಕೇಂದ್ರ ಆಹಾರ ಮತ್ತು ನಾಗರಿಕ ಸರಬರಾಜು ಸಚಿವ ಪ್ರಲ್ಹಾದ್ ಜೋಶಿ ತಿಳಿಸಿದರು. ಜಗತ್ತಿನ ಎಲ್ಲೇ ಆಗಲಿ ಕನ್ನಡಿಗರು ಸೇರಿದಂತೆ ಭಾರತೀಯರು ಸಂಕಷ್ಟಕ್ಕೆ ಸಿಲುಕಿದಾಗ ಕೇಂದ್ರ ಸರ್ಕಾರ ಸುರಕ್ಷಿತವಾಗಿ ಕರೆ ತಂದಿದೆ. ಈ ಹಿಂದೆ ಯುಕ್ರೇನ್‌ನಲ್ಲಿ ಸಿಲುಕಿದ್ದವರನ್ನು ಪಾರು ಮಾಡಿ ಕರೆ ತಂದಿದ್ದೇವೆ. ಭಾರತೀಯರು ಎಲ್ಲೇ ಇದ್ದರೂ ಅವರ ಸುರಕ್ಷತೆಗೆ ಕೇಂದ್ರ ಪ್ರಥಮ ಆದ್ಯತೆ ನೀಡುತ್ತದೆ ಎಂದರು. ಇರಾನ್–ಇಸ್ರೇಲ್ ಯುದ್ಧದ ಪ್ರಕರಣದಿಂದಾಗಿ ವಿದೇಶಗಳಲ್ಲಿ ನೆಲೆಸಿರುವ ಕನ್ನಡಿಗರು ಸಂಕಷ್ಟ ಎದುರಿಸುತ್ತಿರುವ ಬಗ್ಗೆ ಮಾಹಿತಿ ಇದ್ದು, ಈ ಸಂಬಂಧ ಸಿಎಂ ಸಚಿವರೊಂದಿಗೆ ಚರ್ಚೆ ನಡೆಸಿದ್ದು, ಎಲ್ಲಾ ಕನ್ನಡಿಗರ ರಕ್ಷಣೆಗೆ ಅಗತ್ಯ ಕ್ರಮ ಕೈಗೊಳ್ಳಲಾಗುತ್ತಿದೆ ಎಂದು ಹೇಳಿದರು. ಕನ್ನಡಿಗರು ಮಾತ್ರವಲ್ಲ ಭಾರತೀಯರನ್ನು ಸುರಕ್ಷಿತವಾಗಿ ಸ್ವದೇಶಕ್ಕೆ ಕರೆತರಲು ಪ್ರಧಾನಿ ಮೋದಿ ನೇತೃತ್ವದ ಕೇಂದ್ರ ಸರ್ಕಾರ ಸನ್ನದ್ಧವಾಗಿದೆ. ಈಗಾಗಲೇ ರಾಯಭಾರ ಅಧಿಕಾರಿಗಳೊಂದಿಗೆ ಮಾತುಕತೆ ನಡೆಸಲಾಗಿದೆ. ಯಾರೊಬ್ಬರೂ ಆತಂಕ ಪಡಬೇಕಿಲ್ಲ ಎಂದು ಸಚಿವ ಜೋಶಿ ತಿಳಿಸಿದರು. ಯುದ್ಧಪೀಡಿತ ಪ್ರದೇಶಗಳಲ್ಲಿ ವಿಮಾನ ಸಂಚಾರ ಸ್ಥಗಿತವಾಗಿದ್ದು, ತಕ್ಷಣ ಕರೆ ತರಲಾಗುತ್ತಿದೆ. ಭಾರತೀಯರ ಸುರಕ್ಷತೆಯ ಸರ್ಕಾರದ ಮೊದಲ ಆದ್ಯತೆ ಎಂದಿರುವ ಸಚಿವ, ವಿದೇಶ ವ್ಯವಹಾರ ಸಚಿವ ಜೈಶಂಕರ್ ಅವರೂ ಸಂಬಂಧಿತ ಸಂಪರ್ಕದಲ್ಲಿದ್ದು ಎಲ್ಲಾ ಕನ್ನಡಿಗರ ರಕ್ಷಣೆಗೆ ಕ್ರಮವಹಿಸುತ್ತಾರೆ. ದುಬೈನಲ್ಲಿ ಸಿಲುಕಿದ ಕನ್ನಡಿಗರನ್ನು ಕರೆತರಲಿದೆ. ಇನ್ನು ದುಬೈನಿಂದ ಮುಂಬೈಗೆ ವಿಮಾನ ಹಾರಾಟ ನಡೆಯುತ್ತಿದ್ದು, ಅಲ್ಲಿರುವವರನ್ನು ವಾಪಸ್ ಕರೆತರುವ ಬಗ್ಗೆ ಗಂಭೀರವಾಗಿ ಪ್ರಯತ್ನ ಮಾಡಲಾಗುತ್ತಿದೆ ಎಂದು ಸಚಿವ ಜೋಶಿ ಹೇಳಿದರು. <box>38 328 154 462</box>
flight-story-col2-top: ವಿಮಾನಯಾನ ಸಂಸ್ಥೆಗಳು ಮಾಹಿತಿ ನೀಡುತ್ತಿವೆ. ಫ್ಲೈಟ್ ಟ್ರ್ಯಾಕರ್ ನೆರವಿನಿಂದ ಪ್ರಯಾಣಿಕರು ವಿಮಾನ ನಿಲ್ದಾಣ ಆಗಮನ ಸ್ಥಿತಿ ಪರಿಶೀಲಿಸಬಹುದು. <box>284 486 384 504</box>
logo-red-text: ಸಿಂಹ <box>213 23 309 91</box>
phone-number: 7349337989 <box>603 8 647 15</box>
flight-story-col2-bottom: ಕಡಿಮೆಯಾಗಿದೆ ಮಾಹಿತಿ ಮಾಡಿದೆ. ಬೆಂಗಳೂರು ವಿಮಾನ ನಿಲ್ದಾಣದಲ್ಲಿ ವೈಶಾಖ ಮುಂದುವರಿದಿದೆ. ಯುಎಇ, ಇಸ್ರೇಲ್ ಮತ್ತು ಇರಾನ್ ನಡುವೆ ಉಂಟಾದ ದಾಳಿ - ಪ್ರತಿದಾಳಿಯಿಂದ ಹಿನ್ನೆಲೆ ಇರಾನ್ ವಾಯುಪ್ರದೇಶವನ್ನು ಸಂಪೂರ್ಣವಾಗಿ ಮುಚ್ಚಲಾಗಿದೆ. ಇದರ ಪರಿಣಾಮವಾಗಿ ಏರ್ ಇಂಡಿಯಾ ಎಕ್ಸ್‌ಪ್ರೆಸ್‌ನ ಬೆಂಗಳೂರು ಅಂತಾರಾಷ್ಟ್ರೀಯ ವಿಮಾನ ನಿಲ್ದಾಣ (IXE) ಮೂಲಕ <box>284 582 384 618</box>
lead-photo-caption: ದೇಹಾಡನ್ ದಕ್ಷಿಣ ಪ್ರದೇಶ ಬಳಿಯಿರುವ ಹದೀರ್ ಕ್ಷೈನ್‌ನಲ್ಲಿ ಇಸ್ರೇಲ್ ವೈಮಾನಿಕ ದಾಳಿಯಲ್ಲಿ ಹಾನಿಗೊಳಗಾದ ಕಾರುಗಳ ಅವಶೇಷ ರಿವಲ್ಯೂಷನ್ ಗಾರ್ಡ್ ಕಾರ್ಪ್ಸ್ (ಐಆರ್‌ಜಿಸಿ) ಮಾಹಿತಿ ನೀಡಿದೆ. ಹೊಡೆದುರುಳಿಸಿದ್ದಾಗಿ ಐಆರ್‌ಜಿಸಿ ಪ್ರೆಸ್ ಕುವೈತ್‌ನಲ್ಲಿ ಅಮೆರಿಕದ ಎಫ್-15 ಫೈಟರ್ ಜೆಟ್ ವಿಡಿಯೋ ಕ್ಲಿಪ್‌ಗಳನ್ನು ಹಂಚಿಕೊಂಡಿದೆ. <box>288 370 528 388</box>
cancelled-flights-box: ರದ್ದಾದ (Cancelled) ವಿಮಾನಗಳು: IX 831 ಮಂಗಳೂರು (IXE) ರಿಂದ ದುಬೈ (DXB) ಹೊರಡುವ ಸಮಯ: ಮಧ್ಯಾಹ್ನ 1:20 (13:20 IST) ರದ್ದು. IX 813–ಮಂಗಳೂರು (IXE) ರಿಂದ ದುಬೈ (DXB) ಹೊರಡುವ ಸಮಯ: ರಾತ್ರಿ 8:15 (20:15 IST) –ರದ್ದು. IX 847 ಮಂಗಳೂರು (IXE) ರಿಂದ ದಮ್ಮಾಮ್ (DMM) ಹೊರಡುವ ಸಮಯ: ರಾತ್ರಿ 11:10 (23:10 IST) ರದ್ದು. IX 851 ಮಂಗಳೂರು (IXE) ರಿಂದ ಕುವೈತ್ (KWI) ಹೊರಡುವ ಸಮಯ: ರಾತ್ರಿ 10:05 (22:05 IST) ರದ್ದು. IX 815 ಮಂಗಳೂರು (IXE) ರಿಂದ ಅಬುಧಾಬಿ (AUH) ಹೊರಡುವ ಸಮಯ: ರಾತ್ರಿ 11:20 (23:20 IST) ರದ್ದು. 6E 1467 ಮಂಗಳೂರು (IXE) ರಿಂದ ದುಬೈ (DXB) ಹೊರಡುವ ಸಮಯ: ಸಂಜೆ 7:15 (19:15 IST) ರದ್ದು. <box>498 486 644 636</box>
weather-box <box>432 26 646 138</box>
phone-icon <box>603 8 613 15</box>
weather-body: ಬೆಂಗಳೂರು: ರಾಜ್ಯದಲ್ಲಿ ತಾಪಮಾನ ಏರಿಕೆಯು ಪ್ರಮಾಣ ದಿನೇ ದಿನೇ ಅಧಿಕವಾಗುತ್ತಿದೆ. ಉತ್ತರ ಒಳನಾಡಿನ ಹಲವು ಜಿಲ್ಲೆಗಳಲ್ಲಿ ತಾಪಮಾನದಲ್ಲಿ ಏರಿಕೆ ಕಂಡುಬಂದಿದ್ದು, ದಕ್ಷಿಣ ಒಳನಾಡಿನ ಕೆಲ ಜಿಲ್ಲೆಗಳಲ್ಲಿ ಬೆಳಗಿನ ಕವಿದ ವಾತಾವರಣ ಕಂಡುಬಂದಿದೆ. ರಾಜ್ಯದಲ್ಲಿ ಕೊಂಡಾವಾರ ಗರಿಷ್ಠ ತಾಪಮಾನ 34°Cವರೆಗೂ ಹಾಗೂ ಕನಿಷ್ಠ ತಾಪಮಾನ 22°C ದಾಖಲಾಗುತ್ತಿರುವುದು ಎಂದು ರಾಜ್ಯ ಹವಾಮಾನ ಇಲಾಖೆ ತಿಳಿಸಿದೆ. ರಾಜ್ಯದ ಬಹುತೇಕ ಜಿಲ್ಲೆಗಳಲ್ಲಿ ಒಣ ಹವೆ ಮುಂದುವರಿಯಲಿದ್ದು, ಕರಾವಳಿ ಮತ್ತು ದಕ್ಷಿಣ ಒಳನಾಡಿನ ಕೆಲವೆಡೆ ಅಲ್ಪ ಮಳೆಯಾಗುವ ಸಾಧ್ಯತೆಯಿದೆ. ಕಲಬುರಗಿ, ವಿಜಯಪುರ, ಬಳ್ಳಾರಿ ಜಿಲ್ಲೆಗಳಲ್ಲಿ ಬಿಸಿಲಿನ ಬೇಗೆ ಹೆಚ್ಚಾಗಿದೆ. ಕರಾವಳಿ ಜಿಲ್ಲೆಗಳಾದ ದಕ್ಷಿಣ ಕನ್ನಡ ಮತ್ತು ಉಡುಪಿ ಭಾಗಗಳಲ್ಲಿ ಗರಿಷ್ಠ ತಾಪಮಾನ ಹೆಚ್ಚಿರಲಿದೆ. ಬೆಂಗಳೂರಿನಲ್ಲಿ ಬೆಳಗ್ಗೆ ಮತ್ತು ರಾತ್ರಿ ತಂಪು ಹವೆ ಇರಲಿದ್ದು, ಮಧ್ಯಾಹ್ನ ಕೊಂಚ ತಾಪಮಾನ ಏರಿಕೆಯಾಗಲಿದೆ. ಉತ್ತರ ಒಳನಾಡಿನ ಜಿಲ್ಲೆಗಳಲ್ಲಿ ಕೊಂಚ ತಂಪಿನ ವಾತಾವರಣವಿರಲಿದೆ. <box>437 45 641 87</box>
story-title-cm-letter: ಯುದ್ಧಪೀಡಿತ ದೇಶಗಳಲ್ಲಿ ಸಿಲುಕಿರುವ ಕನ್ನಡಿಗರ ರಕ್ಷಣೆಗೆ ಕೋರಿ ಪ್ರಧಾನಿಗೆ ಸಿಎಂ ಪತ್ರ <box>41 164 151 198</box>
dk-headline-line1: ಡಿಕೆಶಿ ಕಡೆಯವರ ಸಭೆಗಳ ಮೇಲೆ ನಿಗಾ ಇಡಲು <box>166 648 450 672</box>
weather-title: ರಾಜ್ಯದಲ್ಲಿ ಮುಂದುವರೆದ ತಾಪಮಾನ ಏರಿಕೆ <box>466 30 612 42</box>
